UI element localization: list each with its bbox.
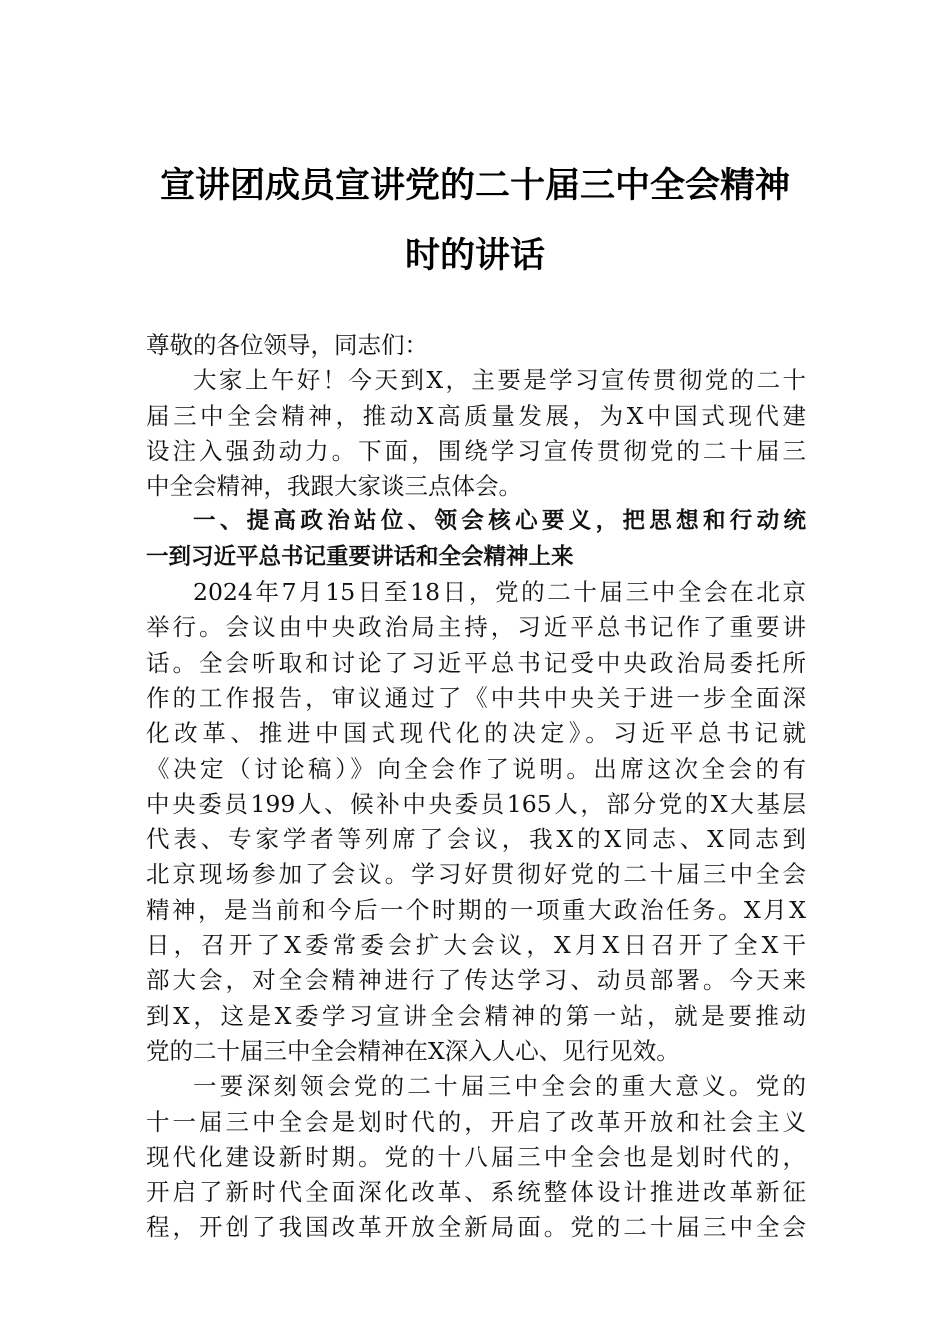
document-title-line-1: 宣讲团成员宣讲党的二十届三中全会精神 (159, 165, 790, 206)
paragraph-line: 中央委员199人、候补中央委员165人，部分党的X大基层 (146, 789, 806, 818)
document-body (146, 328, 806, 1246)
paragraph-line: 代表、专家学者等列席了会议，我X的X同志、X同志到 (146, 825, 806, 854)
paragraph-line: 十一届三中全会是划时代的，开启了改革开放和社会主义 (146, 1107, 806, 1136)
paragraph-line: 话。全会听取和讨论了习近平总书记受中央政治局委托所 (146, 648, 806, 677)
paragraph-line: 大家上午好！今天到X，主要是学习宣传贯彻党的二十 (193, 366, 806, 395)
paragraph-line: 中全会精神，我跟大家谈三点体会。 (146, 472, 522, 501)
paragraph-line: 党的二十届三中全会精神在X深入人心、见行见效。 (146, 1036, 680, 1065)
paragraph-line: 开启了新时代全面深化改革、系统整体设计推进改革新征 (146, 1178, 806, 1207)
section-heading-line: 一、提高政治站位、领会核心要义，把思想和行动统 (193, 508, 806, 535)
paragraph-line: 作的工作报告，审议通过了《中共中央关于进一步全面深 (146, 683, 806, 712)
paragraph-line: 部大会，对全会精神进行了传达学习、动员部署。今天来 (146, 966, 806, 995)
paragraph-line: 程，开创了我国改革开放全新局面。党的二十届三中全会 (146, 1213, 806, 1242)
paragraph-line: 一要深刻领会党的二十届三中全会的重大意义。党的 (193, 1072, 806, 1101)
paragraph-line: 到X，这是X委学习宣讲全会精神的第一站，就是要推动 (146, 1001, 806, 1030)
paragraph-line: 化改革、推进中国式现代化的决定》。习近平总书记就 (146, 719, 806, 748)
paragraph-line: 精神，是当前和今后一个时期的一项重大政治任务。X月X (146, 895, 806, 924)
document-title-line-2: 时的讲话 (404, 235, 545, 276)
paragraph-line: 现代化建设新时期。党的十八届三中全会也是划时代的， (146, 1142, 806, 1171)
section-heading-line: 一到习近平总书记重要讲话和全会精神上来 (146, 543, 574, 570)
paragraph-line: 日，召开了X委常委会扩大会议，X月X日召开了全X干 (146, 931, 806, 960)
paragraph-line: 届三中全会精神，推动X高质量发展，为X中国式现代建 (146, 401, 806, 430)
paragraph-line: 2024年7月15日至18日，党的二十届三中全会在北京 (193, 578, 806, 607)
paragraph-line: 北京现场参加了会议。学习好贯彻好党的二十届三中全会 (146, 860, 806, 889)
paragraph-line: 设注入强劲动力。下面，围绕学习宣传贯彻党的二十届三 (146, 436, 806, 465)
paragraph-line: 举行。会议由中央政治局主持，习近平总书记作了重要讲 (146, 613, 806, 642)
paragraph-line: 《决定（讨论稿）》向全会作了说明。出席这次全会的有 (146, 754, 806, 783)
paragraph-line: 尊敬的各位领导，同志们： (146, 331, 428, 359)
